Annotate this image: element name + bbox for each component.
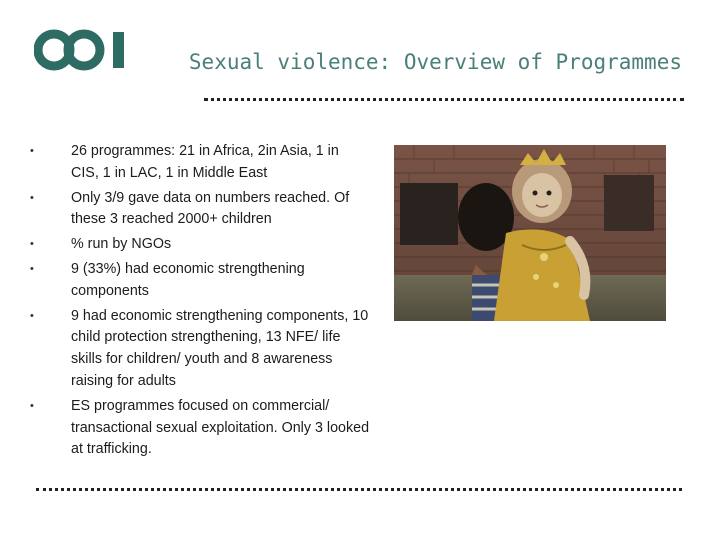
bullet-text: ES programmes focused on commercial/ transactional sexual exploitation. Only 3 looked at trafficking. bbox=[71, 397, 370, 458]
bullet-item bbox=[30, 234, 370, 256]
bullet-item bbox=[30, 188, 370, 232]
slide-title: Sexual violence: Overview of Programmes bbox=[188, 50, 682, 74]
bullet-dot: • bbox=[30, 262, 34, 275]
photo-child-hugging-doll bbox=[394, 145, 666, 321]
bullet-dot: • bbox=[30, 145, 34, 157]
bullet-dot: • bbox=[30, 309, 34, 322]
bullet-text: 9 had economic strengthening components, 10 child protection strengthening, 13 NFE/ life skills for children/ youth and 8 awareness raising for adults bbox=[71, 307, 369, 389]
bullet-text: % run by NGOs bbox=[71, 236, 172, 253]
bullet-dot: • bbox=[30, 191, 34, 204]
bullet-text: 9 (33%) had economic strengthening components bbox=[71, 260, 305, 299]
bullet-dot: • bbox=[30, 238, 34, 251]
bullet-item bbox=[30, 259, 370, 303]
bullet-text: 26 programmes: 21 in Africa, 2in Asia, 1 in CIS, 1 in LAC, 1 in Middle East bbox=[71, 143, 339, 181]
bullet-dot: • bbox=[30, 399, 34, 412]
bullet-item bbox=[30, 396, 370, 461]
bullet-text: Only 3/9 gave data on numbers reached. Of these 3 reached 2000+ children bbox=[71, 189, 350, 228]
odi-logo bbox=[34, 28, 134, 72]
bullet-item bbox=[30, 306, 370, 393]
bullet-list bbox=[30, 141, 370, 464]
bullet-item bbox=[30, 141, 370, 185]
title-divider bbox=[204, 98, 684, 101]
footer-divider bbox=[36, 488, 682, 491]
